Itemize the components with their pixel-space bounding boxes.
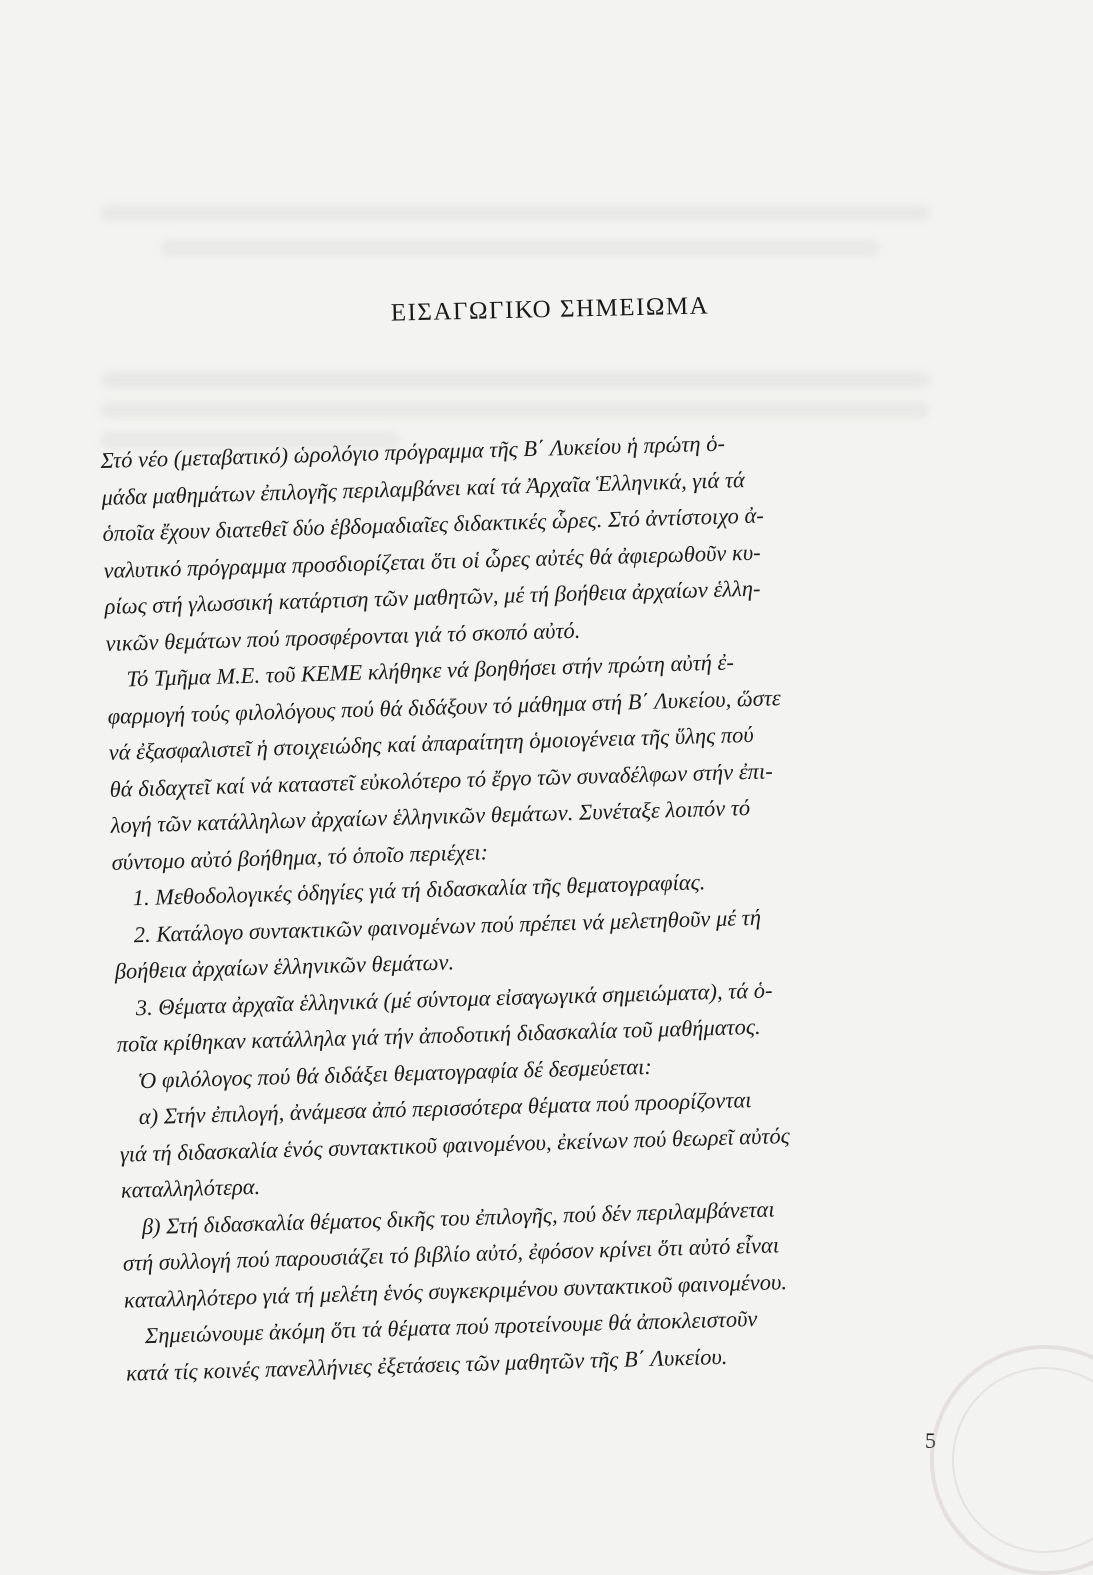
text-line: ναλυτικό πρόγραμμα προσδιορίζεται ὅτι οἱ ὧρες αὐτές θά ἀφιερωθοῦν κυ- xyxy=(103,539,761,583)
list-item: β) Στή διδασκαλία θέματος δικῆς του ἐπιλογῆς, πού δέν περιλαμβάνεται xyxy=(141,1195,775,1239)
text-line: νά ἐξασφαλιστεῖ ἡ στοιχειώδης καί ἀπαραίτητη ὁμοιογένεια τῆς ὕλης πού xyxy=(108,721,754,765)
library-stamp xyxy=(930,1345,1093,1575)
text-line: καταλληλότερα. xyxy=(120,1173,261,1203)
show-through-mark xyxy=(100,372,930,388)
page-title: ΕΙΣΑΓΩΓΙΚΟ ΣΗΜΕΙΩΜΑ xyxy=(390,292,710,327)
list-item: 2. Κατάλογο συντακτικῶν φαινομένων πού πρέπει νά μελετηθοῦν μέ τή xyxy=(133,904,762,947)
text-line: νικῶν θεμάτων πού προσφέρονται γιά τό σκοπό αὐτό. xyxy=(105,617,581,656)
text-line: γιά τή διδασκαλία ἑνός συντακτικοῦ φαινομένου, ἐκείνων πού θεωρεῖ αὐτός xyxy=(119,1122,791,1167)
text-line: σύντομο αὐτό βοήθημα, τό ὁποῖο περιέχει: xyxy=(111,838,489,875)
show-through-mark xyxy=(100,205,930,221)
list-item: α) Στήν ἐπιλογή, ἀνάμεσα ἀπό περισσότερα θέματα πού προορίζονται xyxy=(138,1087,752,1130)
text-line: βοήθεια ἀρχαίων ἑλληνικῶν θεμάτων. xyxy=(114,949,455,984)
text-line: ρίως στή γλωσσική κατάρτιση τῶν μαθητῶν, μέ τή βοήθεια ἀρχαίων ἑλλη- xyxy=(104,575,761,619)
text-line: μάδα μαθημάτων ἐπιλογῆς περιλαμβάνει καί τά Ἀρχαῖα Ἑλληνικά, γιά τά xyxy=(101,466,746,510)
text-line: λογή τῶν κατάλληλων ἀρχαίων ἑλληνικῶν θεμάτων. Συνέταξε λοιπόν τό xyxy=(110,794,751,838)
text-line: στή συλλογή πού παρουσιάζει τό βιβλίο αὐτό, ἐφόσον κρίνει ὅτι αὐτό εἶναι xyxy=(122,1232,780,1276)
show-through-mark xyxy=(100,402,930,418)
body-text xyxy=(100,419,976,1391)
text-line: καταλληλότερο γιά τή μελέτη ἑνός συγκεκριμένου συντακτικοῦ φαινομένου. xyxy=(123,1268,788,1313)
text-line: Σημειώνουμε ἀκόμη ὅτι τά θέματα πού προτείνουμε θά ἀποκλειστοῦν xyxy=(144,1305,758,1349)
page-number: 5 xyxy=(925,1428,936,1453)
text-line: ποῖα κρίθηκαν κατάλληλα γιά τήν ἀποδοτική διδασκαλία τοῦ μαθήματος. xyxy=(116,1013,761,1057)
list-item: 1. Μεθοδολογικές ὁδηγίες γιά τή διδασκαλία τῆς θεματογραφίας. xyxy=(132,869,706,911)
text-line: ὁποῖα ἔχουν διατεθεῖ δύο ἑβδομαδιαῖες διδακτικές ὧρες. Στό ἀντίστοιχο ἀ- xyxy=(102,502,765,546)
show-through-mark xyxy=(160,240,880,256)
text-line: θά διδαχτεῖ καί νά καταστεῖ εὐκολότερο τό ἔργο τῶν συναδέλφων στήν ἐπι- xyxy=(109,757,773,802)
text-line: κατά τίς κοινές πανελλήνιες ἐξετάσεις τῶν μαθητῶν τῆς Β΄ Λυκείου. xyxy=(125,1343,728,1386)
text-line: Στό νέο (μεταβατικό) ὡρολόγιο πρόγραμμα τῆς Β΄ Λυκείου ἡ πρώτη ὁ- xyxy=(100,430,726,473)
text-line: Τό Τμῆμα Μ.Ε. τοῦ ΚΕΜΕ κλήθηκε νά βοηθήσει στήν πρώτη αὐτή ἐ- xyxy=(126,649,735,692)
text-line: Ὁ φιλόλογος πού θά διδάξει θεματογραφία δέ δεσμεύεται: xyxy=(137,1053,653,1093)
text-line: φαρμογή τούς φιλολόγους πού θά διδάξουν τό μάθημα στή Β΄ Λυκείου, ὥστε xyxy=(107,684,781,729)
list-item: 3. Θέματα ἀρχαῖα ἑλληνικά (μέ σύντομα εἰσαγωγικά σημειώματα), τά ὁ- xyxy=(135,976,773,1020)
library-stamp-ring xyxy=(952,1367,1093,1553)
